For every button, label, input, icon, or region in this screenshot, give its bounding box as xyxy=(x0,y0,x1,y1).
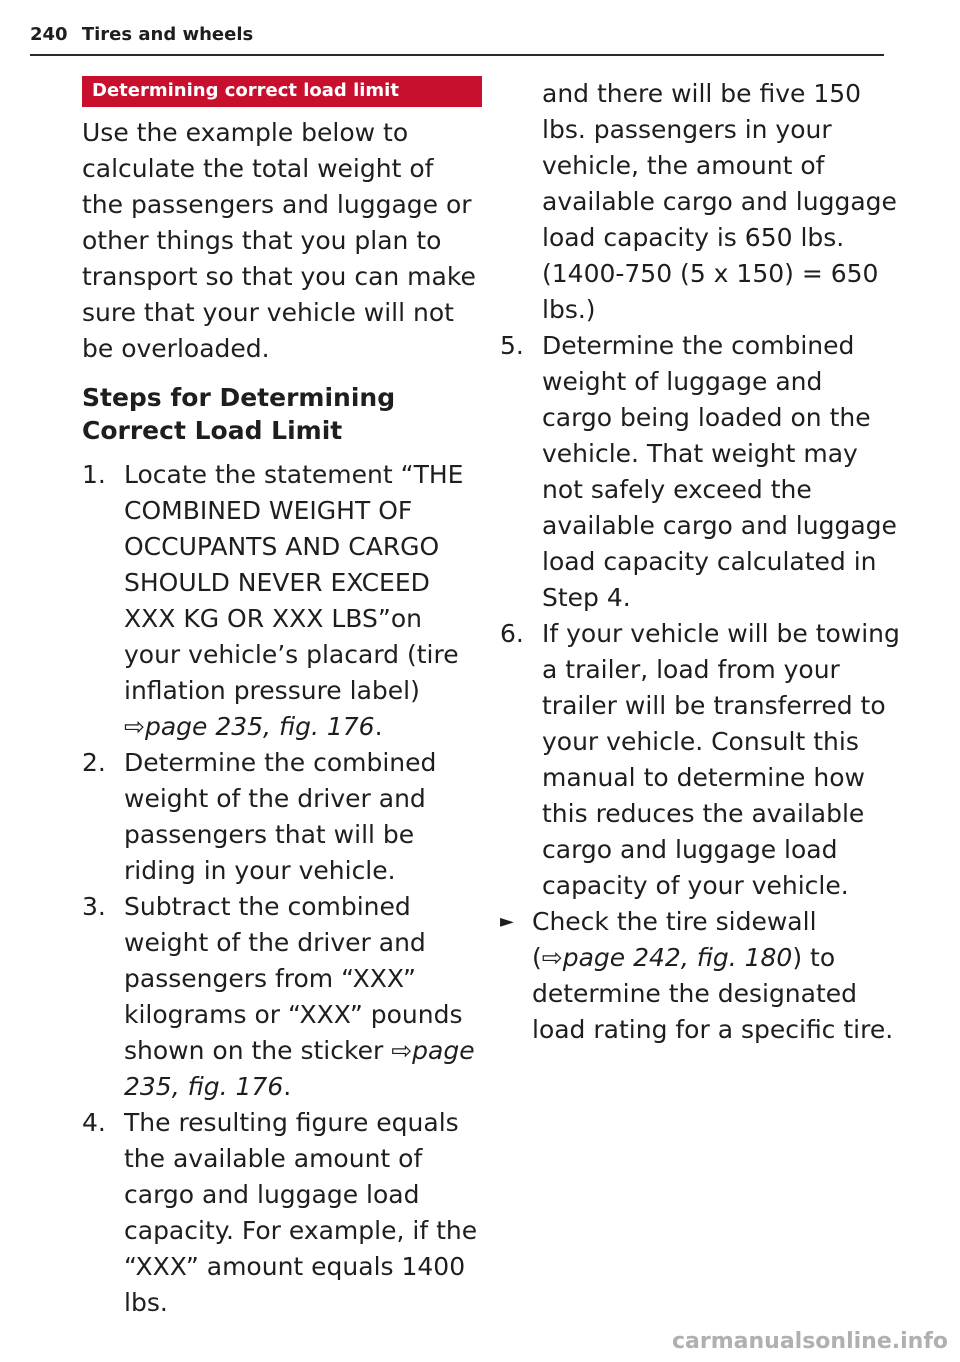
step-number: 1. xyxy=(82,460,106,489)
step-item xyxy=(500,328,900,616)
sidewall-note xyxy=(500,904,900,1048)
step-item: 1. Locate the statement “THE COMBINED WEIGHT OF OCCUPANTS AND CARGO SHOULD NEVER EXCEED XXX KG OR XXX LBS”on your vehicle’s placard (tire inflation pressure label) ⇨page 235, fig. 176. xyxy=(82,457,482,745)
step-text: Determine the combined weight of the driver and passengers that will be riding in your vehicle. xyxy=(124,748,437,885)
step-item: 3. Subtract the combined weight of the driver and passengers from “XXX” kilograms or “XXX” pounds shown on the sticker ⇨page 235, fig. 176. xyxy=(82,889,482,1105)
step-text: Subtract the combined weight of the driver and passengers from “XXX” kilograms or “XXX” pounds shown on the sticker xyxy=(124,892,463,1065)
step-item xyxy=(500,616,900,904)
watermark: carmanualsonline.info xyxy=(672,1329,948,1354)
steps-list xyxy=(82,457,482,1321)
step-text: Determine the combined weight of luggage and cargo being loaded on the vehicle. That weight may not safely exceed the available cargo and luggage load capacity calculated in Step 4. xyxy=(542,331,897,612)
steps-heading: Steps for Determining Correct Load Limit xyxy=(82,383,396,445)
left-column xyxy=(82,76,482,1321)
page-reference-link[interactable]: ⇨page 235, fig. 176 xyxy=(124,1036,475,1101)
step-number: 3. xyxy=(82,892,106,921)
steps-list-continued xyxy=(500,328,900,904)
note-text-end: ) to determine the designated load rating for a specific tire. xyxy=(532,943,894,1044)
section-title: Tires and wheels xyxy=(81,24,254,45)
step-text: The resulting figure equals the available amount of cargo and luggage load capacity. For example, if the “XXX” amount equals 1400 lbs. xyxy=(124,1108,478,1317)
page-number: 240 xyxy=(30,24,68,45)
right-column xyxy=(500,76,900,1048)
step-number: 6. xyxy=(500,619,524,648)
page-reference-link[interactable]: ⇨page 235, fig. 176 xyxy=(124,712,375,741)
step-text: If your vehicle will be towing a trailer, load from your trailer will be transferred to your vehicle. Consult this manual to determine how this reduces the available cargo and luggage load capacity of your vehicle. xyxy=(542,619,900,900)
note-text: Check the tire sidewall ( xyxy=(532,907,817,972)
arrow-right-icon: ► xyxy=(500,911,514,932)
page-reference-link[interactable]: ⇨page 242, fig. 180 xyxy=(541,943,793,972)
step-item xyxy=(82,745,482,889)
step-number: 4. xyxy=(82,1108,106,1137)
step-item xyxy=(82,1105,482,1321)
page-header xyxy=(30,22,884,56)
section-tag: Determining correct load limit xyxy=(82,76,482,107)
step-number: 2. xyxy=(82,748,106,777)
step-number: 5. xyxy=(500,331,524,360)
step-4-continued: and there will be five 150 lbs. passengers in your vehicle, the amount of available cargo and luggage load capacity is 650 lbs. (1400-750 (5 x 150) = 650 lbs.) xyxy=(542,79,897,324)
intro-paragraph: Use the example below to calculate the total weight of the passengers and luggage or other things that you plan to transport so that you can make sure that your vehicle will not be overloaded. xyxy=(82,118,476,363)
step-text: Locate the statement “THE COMBINED WEIGHT OF OCCUPANTS AND CARGO SHOULD NEVER EXCEED XXX KG OR XXX LBS”on your vehicle’s placard (tire inflation pressure label) xyxy=(124,460,464,705)
